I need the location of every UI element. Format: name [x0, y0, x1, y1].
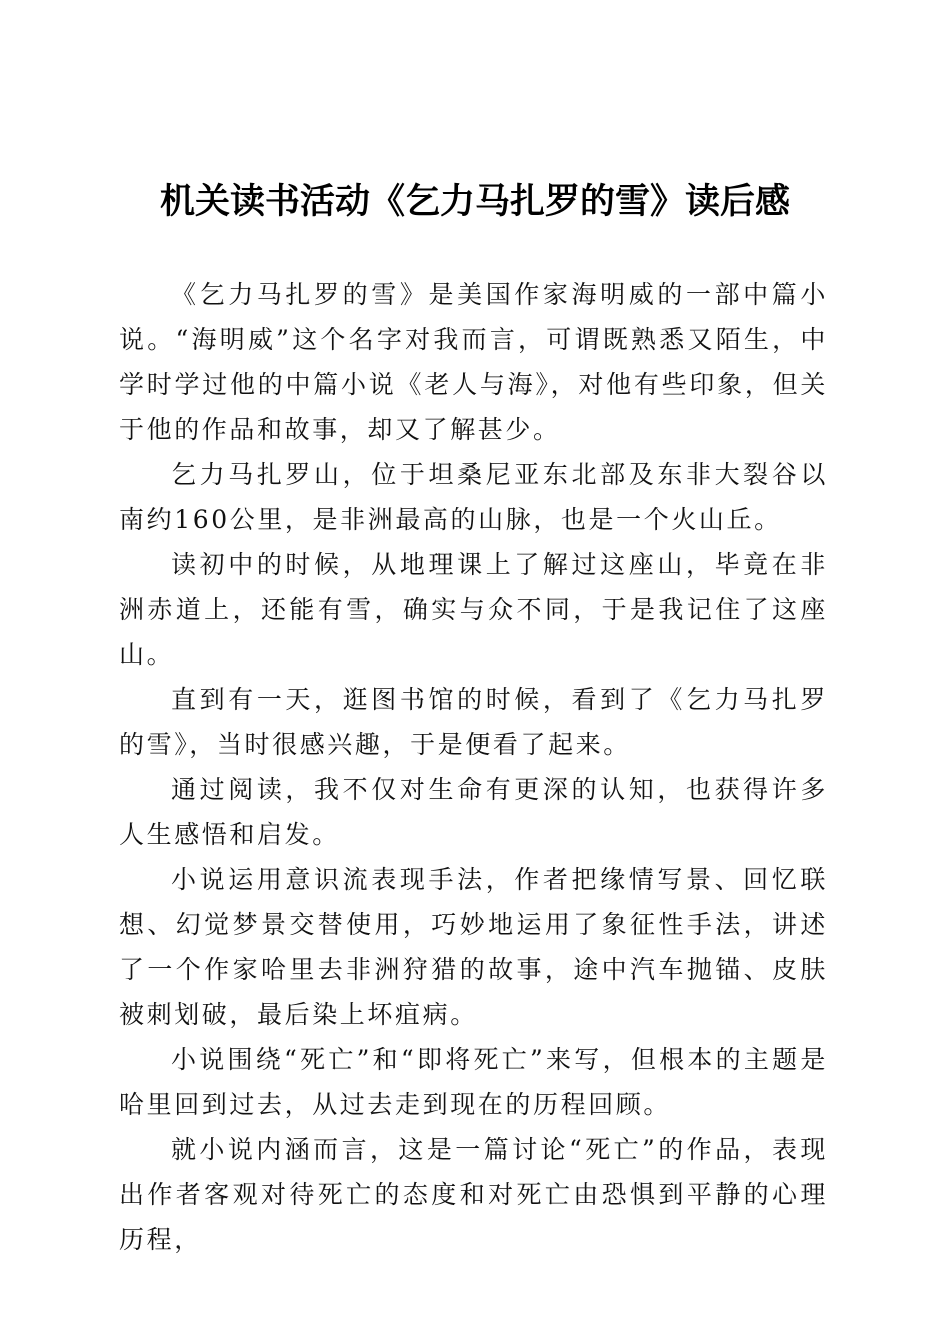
document-body — [119, 272, 828, 1262]
paragraph: 就小说内涵而言，这是一篇讨论“死亡”的作品，表现出作者客观对待死亡的态度和对死亡由恐惧到平静的心理历程， — [119, 1135, 828, 1254]
document-title: 机关读书活动《乞力马扎罗的雪》读后感 — [159, 181, 790, 222]
paragraph: 小说运用意识流表现手法，作者把缘情写景、回忆联想、幻觉梦景交替使用，巧妙地运用了象征性手法，讲述了一个作家哈里去非洲狩猎的故事，途中汽车抛锚、皮肤被刺划破，最后染上坏疽病。 — [119, 865, 828, 1029]
paragraph: 通过阅读，我不仅对生命有更深的认知，也获得许多人生感悟和启发。 — [119, 775, 828, 849]
paragraph: 乞力马扎罗山，位于坦桑尼亚东北部及东非大裂谷以南约160公里，是非洲最高的山脉，也是一个火山丘。 — [119, 460, 828, 534]
paragraph: 读初中的时候，从地理课上了解过这座山，毕竟在非洲赤道上，还能有雪，确实与众不同，于是我记住了这座山。 — [119, 550, 828, 669]
paragraph: 直到有一天，逛图书馆的时候，看到了《乞力马扎罗的雪》，当时很感兴趣，于是便看了起来。 — [119, 685, 828, 759]
paragraph: 小说围绕“死亡”和“即将死亡”来写，但根本的主题是哈里回到过去，从过去走到现在的历程回顾。 — [119, 1045, 828, 1119]
paragraph: 《乞力马扎罗的雪》是美国作家海明威的一部中篇小说。“海明威”这个名字对我而言，可谓既熟悉又陌生，中学时学过他的中篇小说《老人与海》，对他有些印象，但关于他的作品和故事，却又了解甚少。 — [119, 280, 828, 444]
